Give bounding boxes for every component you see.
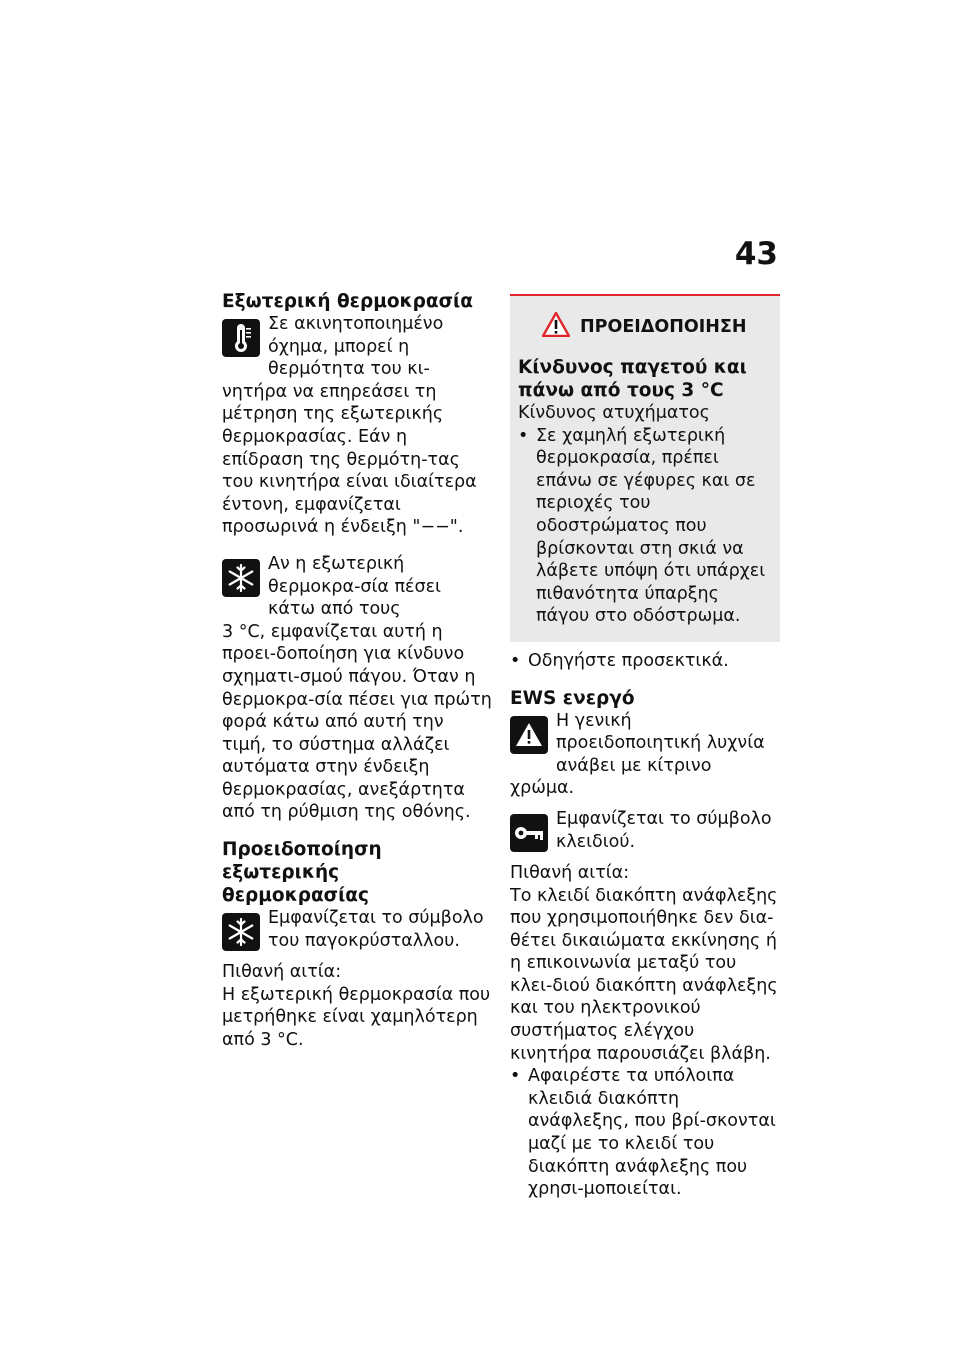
paragraph: 3 °C, εμφανίζεται αυτή η προει-δοποίηση για κίνδυνο σχηματι-σμού πάγου. Όταν η θερμοκρα-σία πέσει για πρώτη φορά κάτω από αυτή την τιμή, το σύστημα αλλάζει αυτόματα στην ένδειξη θερμοκρασίας, ανεξάρτητα από τη ρύθμιση της οθόνης. [222, 621, 492, 823]
bullet-text: Σε χαμηλή εξωτερική θερμοκρασία, πρέπει επάνω σε γέφυρες και σε περιοχές του οδοστρώματος που βρίσκονται στη σκιά να λάβετε υπόψη ότι υπάρχει πιθανότητα ύπαρξης πάγου στο οδόστρωμα. [536, 425, 766, 627]
paragraph: Αν η εξωτερική θερμοκρα-σία πέσει κάτω από τους [268, 553, 441, 620]
paragraph: Η γενική προειδοποιητική λυχνία ανάβει με κίτρινο [556, 710, 765, 776]
paragraph: Εμφανίζεται το σύμβολο κλειδιού. [556, 808, 772, 852]
paragraph: Σε ακινητοποιημένο όχημα, μπορεί η θερμότητα του κι- [268, 314, 444, 380]
warning-header [542, 312, 772, 342]
cause-label: Πιθανή αιτία: [510, 862, 630, 883]
section-title-ews: EWS ενεργό [510, 687, 635, 709]
bullet-text: Αφαιρέστε τα υπόλοιπα κλειδιά διακόπτη ανάφλεξης, που βρί-σκονται μαζί με το κλειδί του διακόπτη ανάφλεξης που χρησι-μοποιείται. [528, 1066, 776, 1200]
paragraph: χρώμα. [510, 778, 575, 799]
snowflake-icon [222, 913, 260, 951]
warning-triangle-icon [542, 312, 570, 342]
cause-text: Το κλειδί διακόπτη ανάφλεξης που χρησιμοποιήθηκε δεν δια-θέτει δικαιώματα εκκίνησης ή η επικοινωνία μεταξύ του κλει-διού διακόπτη ανάφλεξης και του ηλεκτρονικού συστήματος ελέγχου κινητήρα παρουσιάζει βλάβη. [510, 885, 778, 1064]
paragraph: Εμφανίζεται το σύμβολο του παγοκρύσταλλου. [268, 908, 484, 951]
warning-subtitle: Κίνδυνος ατυχήματος [518, 403, 710, 423]
key-icon [510, 814, 548, 852]
thermometer-icon [222, 319, 260, 357]
paragraph: νητήρα να επηρεάσει τη μέτρηση της εξωτερικής θερμοκρασίας. Εάν η επίδραση της θερμότη-τας του κινητήρα είναι ιδιαίτερα έντονη, εμφανίζεται προσωρινά η ένδειξη "−−". [222, 381, 477, 538]
right-column [510, 290, 780, 1201]
page-number: 43 [734, 236, 778, 272]
warning-label: ΠΡΟΕΙΔΟΠΟΙΗΣΗ [580, 317, 747, 337]
left-column [222, 290, 492, 1051]
snowflake-icon [222, 559, 260, 597]
list-item: • Σε χαμηλή εξωτερική θερμοκρασία, πρέπει επάνω σε γέφυρες και σε περιοχές του οδοστρώματος που βρίσκονται στη σκιά να λάβετε υπόψη ότι υπάρχει πιθανότητα ύπαρξης πάγου στο οδόστρωμα. [518, 425, 772, 628]
section-title-outside-temperature: Εξωτερική θερμοκρασία [222, 291, 473, 312]
warning-box [510, 294, 780, 642]
cause-text: Η εξωτερική θερμοκρασία που μετρήθηκε είναι χαμηλότερη από 3 °C. [222, 984, 491, 1050]
section-title-outside-temperature-warning: Προειδοποίηση εξωτερικής θερμοκρασίας [222, 839, 382, 907]
list-item: • Οδηγήστε προσεκτικά. [510, 650, 780, 673]
general-warning-icon [510, 716, 548, 754]
bullet-text: Οδηγήστε προσεκτικά. [528, 650, 729, 671]
warning-title: Κίνδυνος παγετού και πάνω από τους 3 °C [518, 357, 747, 401]
cause-label: Πιθανή αιτία: [222, 962, 342, 983]
list-item: • Αφαιρέστε τα υπόλοιπα κλειδιά διακόπτη ανάφλεξης, που βρί-σκονται μαζί με το κλειδί του διακόπτη ανάφλεξης που χρησι-μοποιείται. [510, 1065, 780, 1201]
